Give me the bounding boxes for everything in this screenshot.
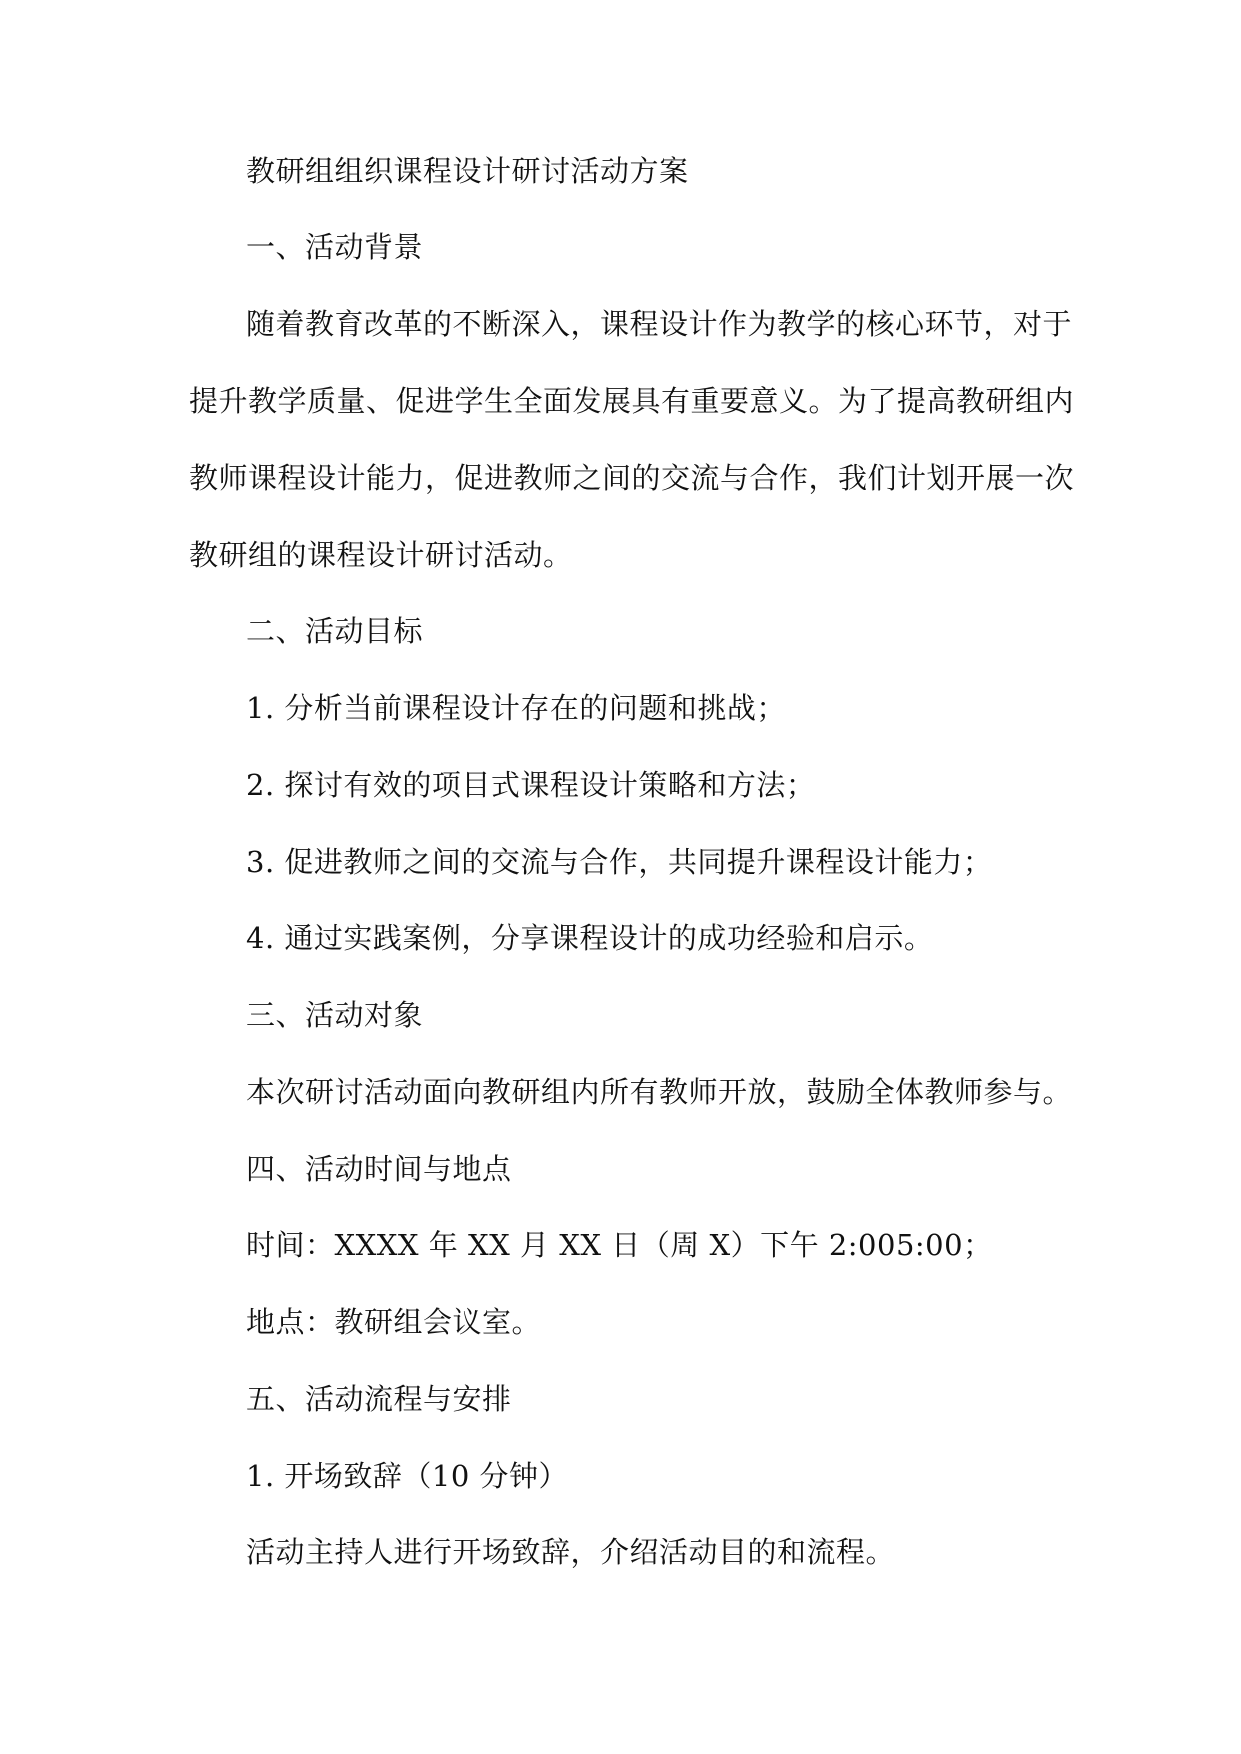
- audience-text: 本次研讨活动面向教研组内所有教师开放，鼓励全体教师参与。: [246, 1075, 1073, 1109]
- time-text: 时间：XXXX 年 XX 月 XX 日（周 X）下午 2:005:00；: [246, 1228, 993, 1262]
- section-heading-background: 一、活动背景: [246, 230, 424, 264]
- section-heading-time-place: 四、活动时间与地点: [246, 1152, 512, 1186]
- schedule-step-title: 1. 开场致辞（10 分钟）: [246, 1459, 569, 1493]
- section-heading-goals: 二、活动目标: [246, 614, 424, 648]
- paragraph-line: 教研组的课程设计研讨活动。: [189, 538, 573, 572]
- goal-item: 1. 分析当前课程设计存在的问题和挑战；: [246, 691, 786, 725]
- schedule-step-text: 活动主持人进行开场致辞，介绍活动目的和流程。: [246, 1535, 896, 1569]
- paragraph-line: 提升教学质量、促进学生全面发展具有重要意义。为了提高教研组内: [189, 384, 1075, 418]
- section-heading-audience: 三、活动对象: [246, 998, 424, 1032]
- section-heading-schedule: 五、活动流程与安排: [246, 1382, 512, 1416]
- goal-item: 2. 探讨有效的项目式课程设计策略和方法；: [246, 768, 816, 802]
- goal-item: 4. 通过实践案例，分享课程设计的成功经验和启示。: [246, 921, 934, 955]
- place-text: 地点：教研组会议室。: [246, 1305, 542, 1339]
- goal-item: 3. 促进教师之间的交流与合作，共同提升课程设计能力；: [246, 845, 993, 879]
- paragraph-line: 随着教育改革的不断深入，课程设计作为教学的核心环节，对于: [246, 307, 1073, 341]
- document-title: 教研组组织课程设计研讨活动方案: [246, 154, 689, 188]
- paragraph-line: 教师课程设计能力，促进教师之间的交流与合作，我们计划开展一次: [189, 461, 1075, 495]
